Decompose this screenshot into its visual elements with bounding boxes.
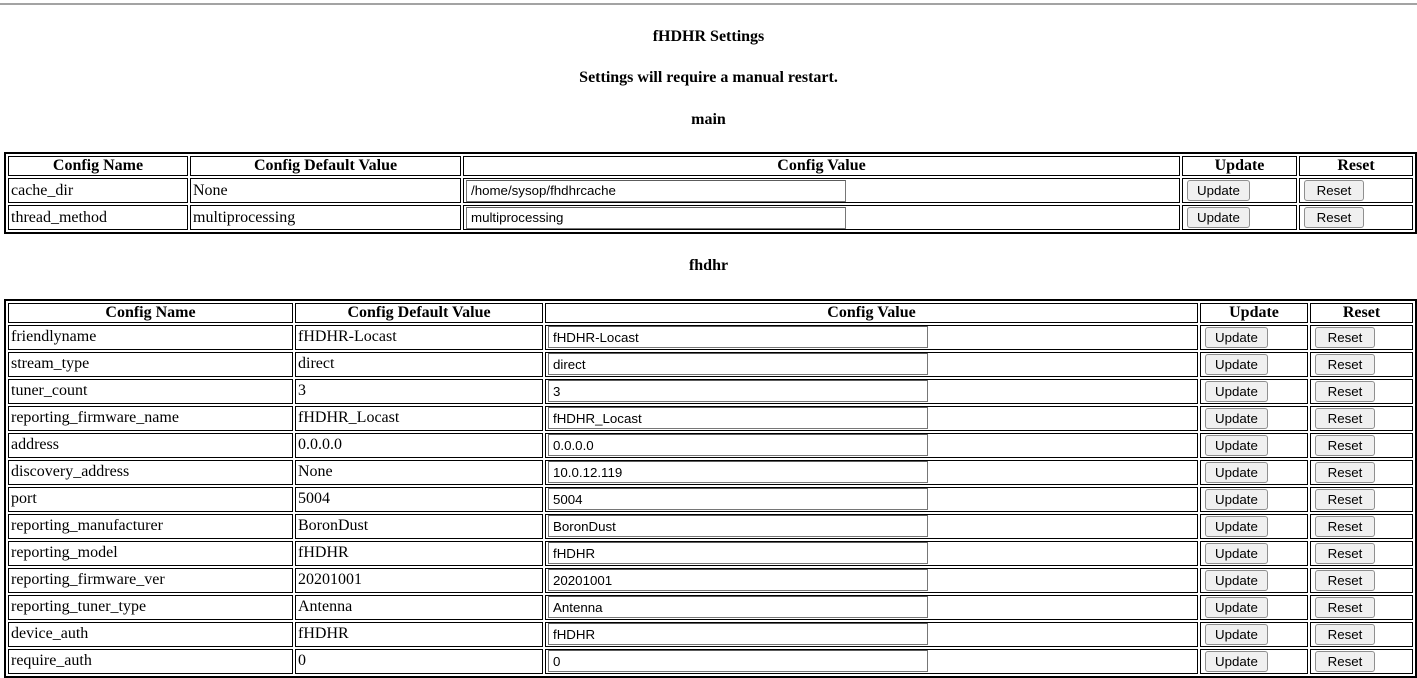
reset-button[interactable]: Reset [1315,543,1375,564]
config-default-cell: direct [295,352,543,377]
config-name-cell: tuner_count [8,379,293,404]
config-row [8,487,1413,512]
update-button[interactable]: Update [1205,489,1268,510]
section-heading: fhdhr [688,257,729,275]
reset-cell [1310,433,1413,458]
update-button[interactable]: Update [1205,516,1268,537]
config-row [8,622,1413,647]
config-name-cell: thread_method [8,205,188,230]
config-value-cell [545,514,1198,539]
update-cell [1200,406,1308,431]
column-header-reset: Reset [1310,303,1413,323]
reset-button[interactable]: Reset [1304,180,1364,201]
update-button[interactable]: Update [1187,180,1250,201]
config-name-cell: stream_type [8,352,293,377]
config-default-cell: fHDHR [295,622,543,647]
column-header-default-value: Config Default Value [190,156,461,176]
update-button[interactable]: Update [1205,651,1268,672]
reset-button[interactable]: Reset [1315,327,1375,348]
config-row [8,379,1413,404]
update-button[interactable]: Update [1205,408,1268,429]
section-heading: main [691,110,726,128]
config-value-cell [545,460,1198,485]
column-header-update: Update [1200,303,1308,323]
reset-button[interactable]: Reset [1315,570,1375,591]
config-value-cell [545,325,1198,350]
reset-button[interactable]: Reset [1315,381,1375,402]
config-row [8,352,1413,377]
config-section [4,257,1413,677]
restart-notice: Settings will require a manual restart. [579,69,838,87]
config-default-cell: 20201001 [295,568,543,593]
config-value-input[interactable] [548,407,928,429]
table-header-row [8,156,1413,176]
config-row [8,514,1413,539]
config-default-cell: None [295,460,543,485]
reset-button[interactable]: Reset [1315,624,1375,645]
reset-button[interactable]: Reset [1315,597,1375,618]
reset-cell [1310,595,1413,620]
config-value-cell [545,352,1198,377]
config-value-input[interactable] [548,515,928,537]
config-value-cell [545,541,1198,566]
config-name-cell: reporting_tuner_type [8,595,293,620]
update-button[interactable]: Update [1205,354,1268,375]
config-value-input[interactable] [466,180,846,202]
reset-cell [1310,568,1413,593]
config-name-cell: reporting_firmware_ver [8,568,293,593]
config-value-cell [545,487,1198,512]
reset-cell [1310,379,1413,404]
config-default-cell: fHDHR_Locast [295,406,543,431]
update-button[interactable]: Update [1205,570,1268,591]
config-row [8,178,1413,203]
update-button[interactable]: Update [1205,327,1268,348]
config-value-cell [545,406,1198,431]
update-cell [1200,595,1308,620]
config-value-input[interactable] [548,380,928,402]
config-default-cell: 3 [295,379,543,404]
config-default-cell: 0 [295,649,543,674]
config-default-cell: Antenna [295,595,543,620]
config-value-cell [545,595,1198,620]
reset-cell [1310,406,1413,431]
update-button[interactable]: Update [1187,207,1250,228]
config-row [8,541,1413,566]
config-table [4,152,1417,234]
config-name-cell: device_auth [8,622,293,647]
config-name-cell: discovery_address [8,460,293,485]
config-section [4,111,1413,234]
reset-cell [1310,487,1413,512]
config-default-cell: None [190,178,461,203]
column-header-update: Update [1182,156,1297,176]
config-default-cell: multiprocessing [190,205,461,230]
update-button[interactable]: Update [1205,462,1268,483]
config-row [8,460,1413,485]
reset-button[interactable]: Reset [1315,408,1375,429]
page-title: fHDHR Settings [652,28,765,45]
config-value-cell [545,433,1198,458]
config-value-cell [545,379,1198,404]
config-value-cell [463,205,1180,230]
config-value-input[interactable] [548,542,928,564]
update-button[interactable]: Update [1205,381,1268,402]
reset-button[interactable]: Reset [1315,516,1375,537]
config-value-input[interactable] [466,207,846,229]
update-cell [1200,514,1308,539]
config-sections [4,111,1413,678]
column-header-config-name: Config Name [8,303,293,323]
column-header-default-value: Config Default Value [295,303,543,323]
config-default-cell: 5004 [295,487,543,512]
config-value-cell [545,568,1198,593]
config-value-input[interactable] [548,569,928,591]
config-value-input[interactable] [548,650,928,672]
reset-cell [1310,352,1413,377]
update-cell [1200,379,1308,404]
reset-cell [1310,460,1413,485]
reset-cell [1310,541,1413,566]
config-value-input[interactable] [548,596,928,618]
reset-cell [1310,622,1413,647]
settings-page [4,28,1413,678]
config-table [4,299,1417,678]
table-header-row [8,303,1413,323]
reset-button[interactable]: Reset [1315,651,1375,672]
reset-button[interactable]: Reset [1304,207,1364,228]
update-cell [1200,568,1308,593]
reset-cell [1299,205,1413,230]
config-name-cell: address [8,433,293,458]
config-value-input[interactable] [548,461,928,483]
reset-button[interactable]: Reset [1315,462,1375,483]
config-row [8,406,1413,431]
update-cell [1200,433,1308,458]
config-default-cell: fHDHR [295,541,543,566]
update-cell [1200,352,1308,377]
config-default-cell: 0.0.0.0 [295,433,543,458]
browser-chrome-edge [0,0,1417,5]
config-name-cell: reporting_firmware_name [8,406,293,431]
config-name-cell: require_auth [8,649,293,674]
update-cell [1182,205,1297,230]
column-header-config-value: Config Value [545,303,1198,323]
update-cell [1200,649,1308,674]
reset-cell [1299,178,1413,203]
reset-cell [1310,514,1413,539]
config-name-cell: port [8,487,293,512]
reset-cell [1310,325,1413,350]
config-value-input[interactable] [548,623,928,645]
config-row [8,433,1413,458]
column-header-config-value: Config Value [463,156,1180,176]
config-value-cell [545,622,1198,647]
config-name-cell: friendlyname [8,325,293,350]
update-button[interactable]: Update [1205,543,1268,564]
config-row [8,649,1413,674]
config-name-cell: reporting_model [8,541,293,566]
config-value-input[interactable] [548,488,928,510]
update-cell [1200,487,1308,512]
config-row [8,595,1413,620]
update-button[interactable]: Update [1205,624,1268,645]
column-header-reset: Reset [1299,156,1413,176]
update-cell [1200,325,1308,350]
config-value-input[interactable] [548,326,928,348]
reset-button[interactable]: Reset [1315,435,1375,456]
update-button[interactable]: Update [1205,597,1268,618]
reset-button[interactable]: Reset [1315,354,1375,375]
config-value-cell [545,649,1198,674]
reset-button[interactable]: Reset [1315,489,1375,510]
update-cell [1200,460,1308,485]
config-default-cell: fHDHR-Locast [295,325,543,350]
config-value-input[interactable] [548,434,928,456]
config-value-cell [463,178,1180,203]
config-name-cell: cache_dir [8,178,188,203]
config-name-cell: reporting_manufacturer [8,514,293,539]
config-value-input[interactable] [548,353,928,375]
config-default-cell: BoronDust [295,514,543,539]
update-cell [1200,622,1308,647]
update-cell [1182,178,1297,203]
update-button[interactable]: Update [1205,435,1268,456]
config-row [8,568,1413,593]
column-header-config-name: Config Name [8,156,188,176]
config-row [8,325,1413,350]
config-row [8,205,1413,230]
reset-cell [1310,649,1413,674]
update-cell [1200,541,1308,566]
